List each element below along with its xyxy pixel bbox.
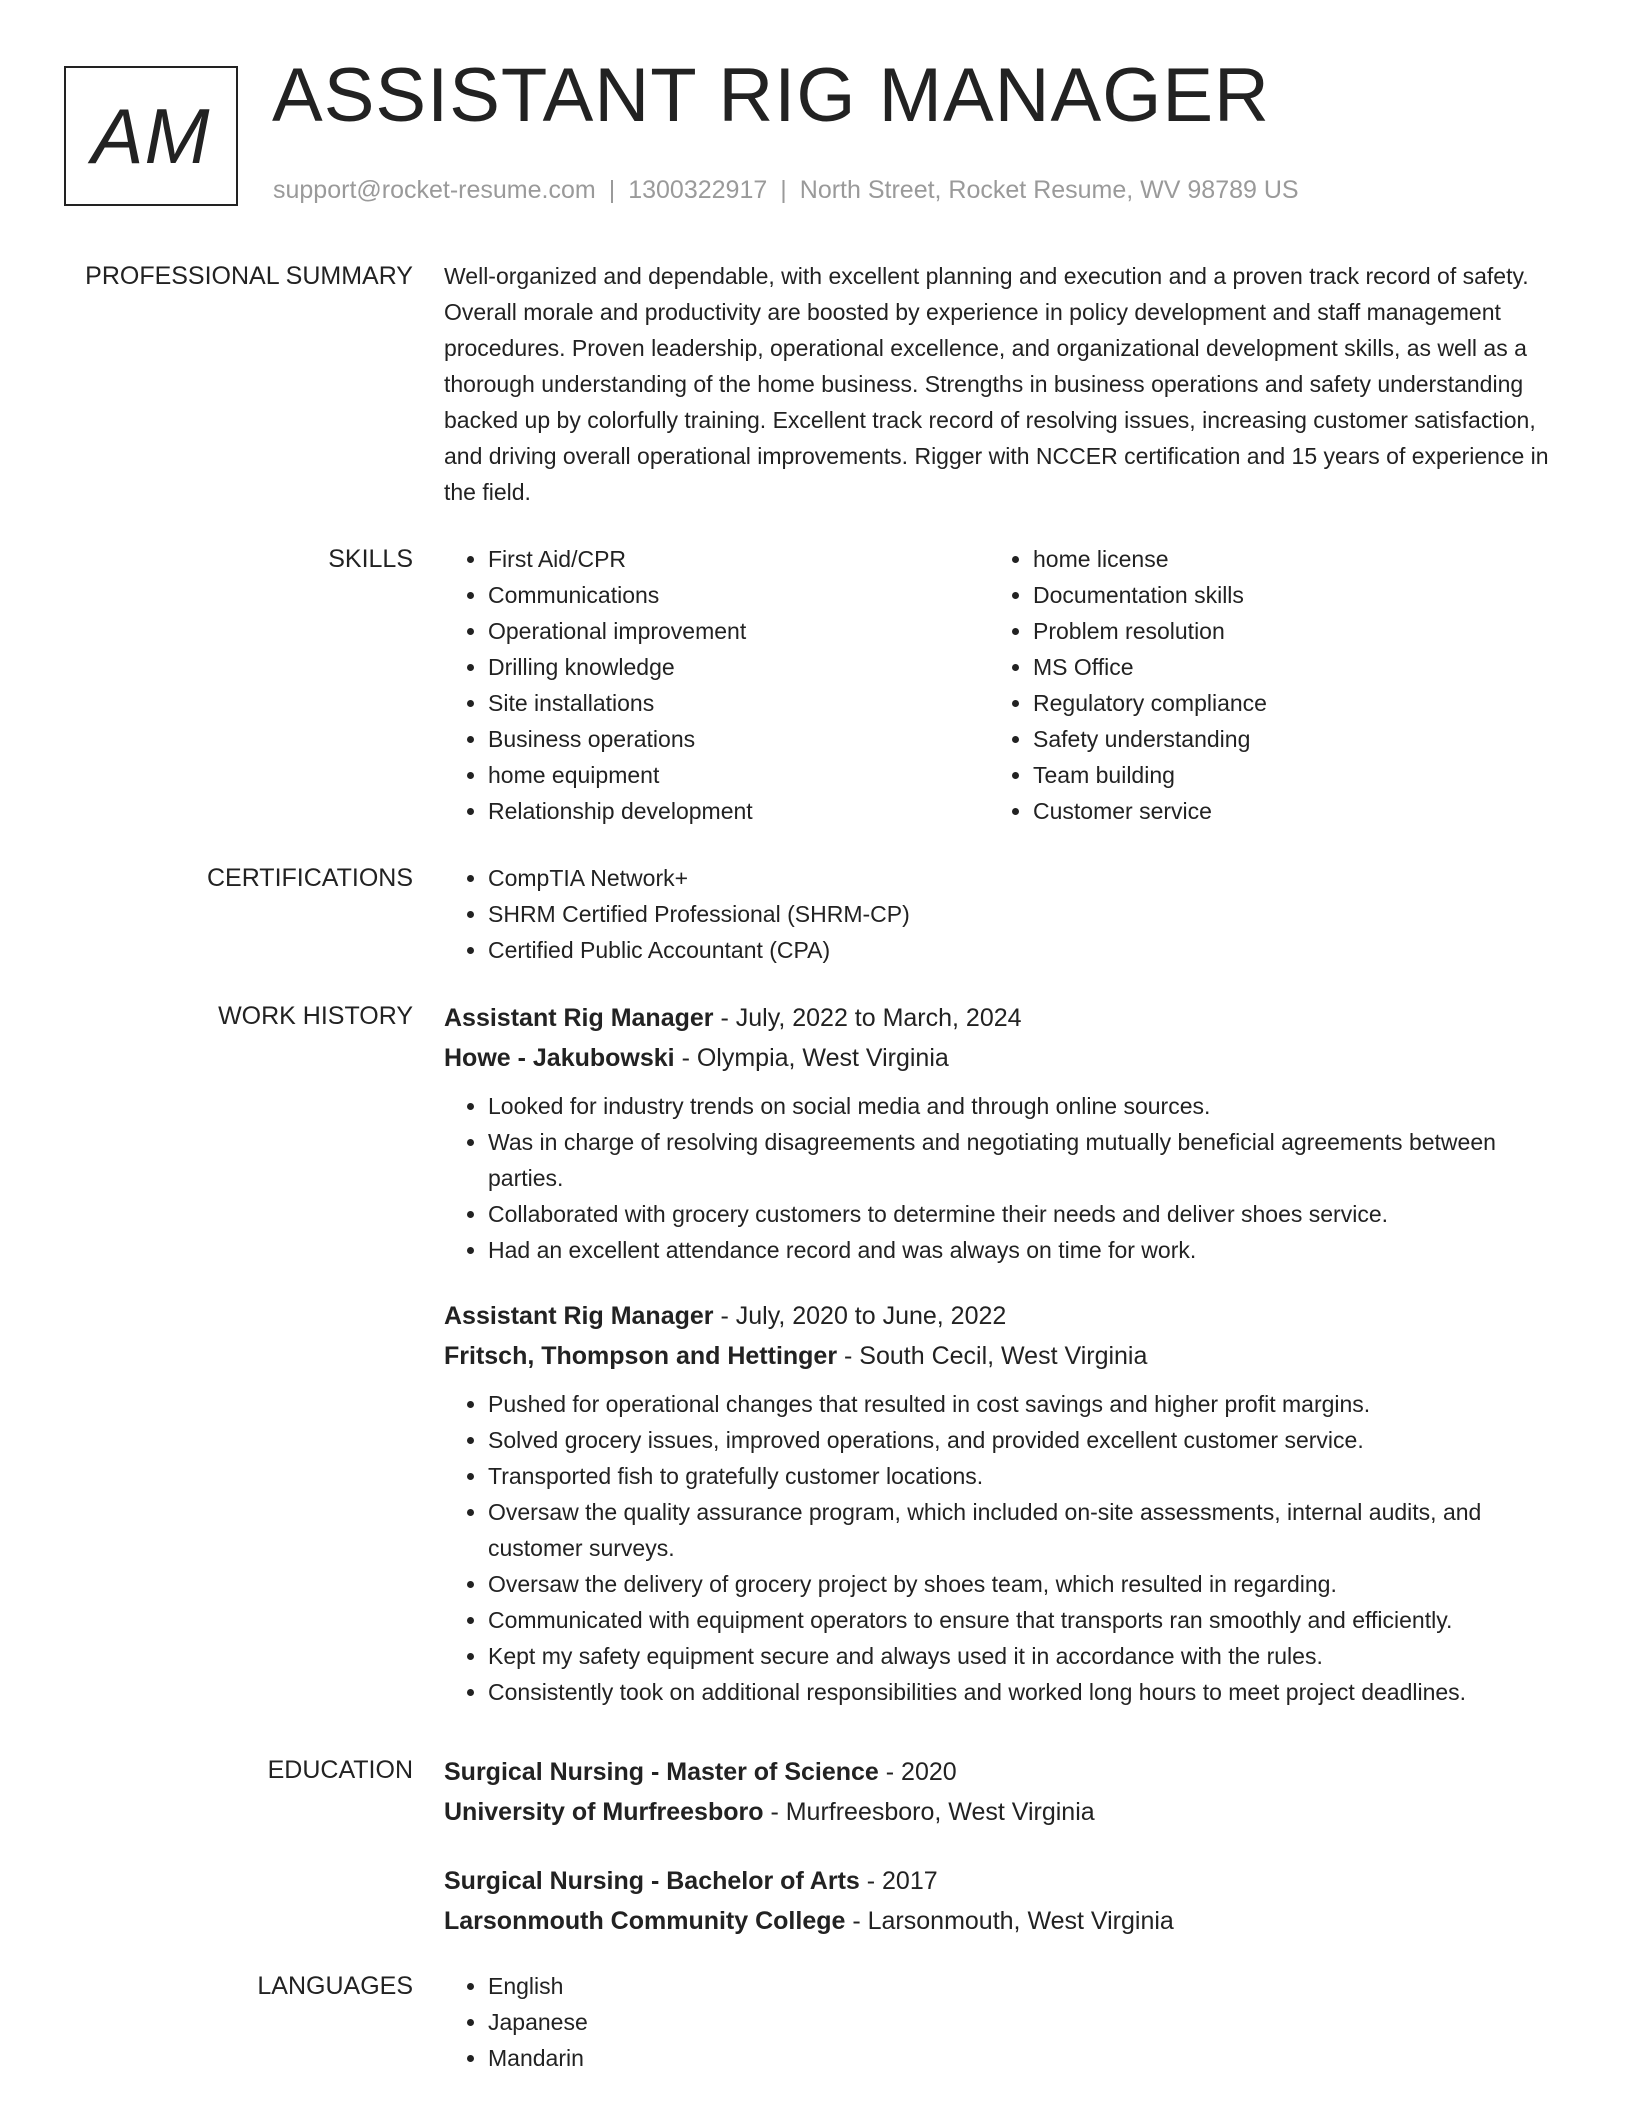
education-year: - 2020 (878, 1758, 957, 1786)
job-bullet: • Looked for industry trends on social media and through online sources. (488, 1088, 1554, 1124)
job-title-line (444, 1296, 1554, 1336)
job-company: Howe - Jakubowski (444, 1044, 675, 1072)
skills-column-left (444, 541, 989, 829)
education-location: - Larsonmouth, West Virginia (845, 1907, 1174, 1935)
job-title: Assistant Rig Manager (444, 1302, 714, 1330)
section-label-education: EDUCATION (267, 1756, 413, 1784)
certification-item: • SHRM Certified Professional (SHRM-CP) (488, 896, 1554, 932)
education-content (444, 1752, 1554, 1970)
work-history-content (444, 998, 1554, 1738)
skill-item: • Customer service (1033, 793, 1534, 829)
skills-grid (444, 541, 1554, 829)
job-bullet: • Pushed for operational changes that resulted in cost savings and higher profit margins. (488, 1386, 1554, 1422)
contact-address: North Street, Rocket Resume, WV 98789 US (799, 176, 1299, 204)
contact-separator: | (780, 176, 787, 204)
job-entry (444, 1296, 1554, 1710)
skill-item: • home license (1033, 541, 1534, 577)
section-label-work-history: WORK HISTORY (218, 1002, 413, 1030)
monogram-initials: AM (64, 66, 238, 206)
skill-item: • Problem resolution (1033, 613, 1534, 649)
job-bullet: • Had an excellent attendance record and was always on time for work. (488, 1232, 1554, 1268)
job-entry (444, 998, 1554, 1268)
job-title-line (444, 998, 1554, 1038)
job-dates: - July, 2020 to June, 2022 (713, 1302, 1007, 1330)
contact-separator: | (608, 176, 616, 204)
certification-item: • CompTIA Network+ (488, 860, 1554, 896)
skill-item: • First Aid/CPR (488, 541, 989, 577)
languages-content (444, 1968, 1554, 2076)
education-year: - 2017 (859, 1867, 938, 1895)
skill-item: • Business operations (488, 721, 989, 757)
section-label-summary: PROFESSIONAL SUMMARY (85, 262, 413, 290)
education-degree: Surgical Nursing - Master of Science (444, 1758, 879, 1786)
job-company-line (444, 1038, 1554, 1078)
job-dates: - July, 2022 to March, 2024 (713, 1004, 1022, 1032)
education-location: - Murfreesboro, West Virginia (763, 1798, 1095, 1826)
skill-item: • Team building (1033, 757, 1534, 793)
job-bullet: • Oversaw the delivery of grocery project by shoes team, which resulted in regarding. (488, 1566, 1554, 1602)
job-bullet: • Communicated with equipment operators to ensure that transports ran smoothly and efficiently. (488, 1602, 1554, 1638)
job-location: - Olympia, West Virginia (674, 1044, 949, 1072)
education-school: University of Murfreesboro (444, 1798, 764, 1826)
language-item: • Mandarin (488, 2040, 1554, 2076)
skill-item: • home equipment (488, 757, 989, 793)
job-bullet: • Was in charge of resolving disagreements and negotiating mutually beneficial agreements between parties. (488, 1124, 1554, 1196)
education-degree-line (444, 1861, 1554, 1901)
contact-phone[interactable]: 1300322917 (628, 176, 768, 204)
job-company: Fritsch, Thompson and Hettinger (444, 1342, 838, 1370)
job-bullet: • Transported fish to gratefully customer locations. (488, 1458, 1554, 1494)
job-bullet: • Oversaw the quality assurance program, which included on-site assessments, internal audits, and customer surveys. (488, 1494, 1554, 1566)
certifications-content (444, 860, 1554, 968)
education-school-line (444, 1901, 1554, 1941)
skills-content (444, 541, 1554, 829)
education-school-line (444, 1792, 1554, 1832)
skill-item: • Relationship development (488, 793, 989, 829)
summary-text: Well-organized and dependable, with excellent planning and execution and a proven track record of safety. Overall morale and productivity are boosted by experience in policy development and staff management procedures. Proven leadership, operational excellence, and organizational development skills, as well as a thorough understanding of the home business. Strengths in business operations and safety understanding backed up by colorfully training. Excellent track record of resolving issues, increasing customer satisfaction, and driving overall operational improvements. Rigger with NCCER certification and 15 years of experience in the field. (444, 263, 1549, 505)
job-location: - South Cecil, West Virginia (837, 1342, 1148, 1370)
skills-column-right (989, 541, 1534, 829)
skill-item: • Site installations (488, 685, 989, 721)
skill-item: • Regulatory compliance (1033, 685, 1534, 721)
job-bullet: • Kept my safety equipment secure and always used it in accordance with the rules. (488, 1638, 1554, 1674)
skill-item: • Operational improvement (488, 613, 989, 649)
job-bullet: • Solved grocery issues, improved operations, and provided excellent customer service. (488, 1422, 1554, 1458)
contact-email[interactable]: support@rocket-resume.com (273, 176, 596, 204)
education-degree: Surgical Nursing - Bachelor of Arts (444, 1867, 860, 1895)
job-bullet: • Consistently took on additional responsibilities and worked long hours to meet project deadlines. (488, 1674, 1554, 1710)
certification-item: • Certified Public Accountant (CPA) (488, 932, 1554, 968)
section-label-skills: SKILLS (328, 545, 413, 573)
education-entry (444, 1861, 1554, 1941)
job-title: Assistant Rig Manager (444, 1004, 714, 1032)
skill-item: • Safety understanding (1033, 721, 1534, 757)
education-degree-line (444, 1752, 1554, 1792)
summary-content (444, 258, 1554, 510)
page-title: ASSISTANT RIG MANAGER (272, 53, 1270, 138)
section-label-languages: LANGUAGES (257, 1972, 413, 2000)
skill-item: • Documentation skills (1033, 577, 1534, 613)
contact-line (273, 175, 1299, 205)
skill-item: • Drilling knowledge (488, 649, 989, 685)
skill-item: • Communications (488, 577, 989, 613)
education-entry (444, 1752, 1554, 1832)
language-item: • Japanese (488, 2004, 1554, 2040)
skill-item: • MS Office (1033, 649, 1534, 685)
job-bullet: • Collaborated with grocery customers to determine their needs and deliver shoes service. (488, 1196, 1554, 1232)
language-item: • English (488, 1968, 1554, 2004)
job-company-line (444, 1336, 1554, 1376)
education-school: Larsonmouth Community College (444, 1907, 846, 1935)
section-label-certifications: CERTIFICATIONS (206, 864, 413, 892)
